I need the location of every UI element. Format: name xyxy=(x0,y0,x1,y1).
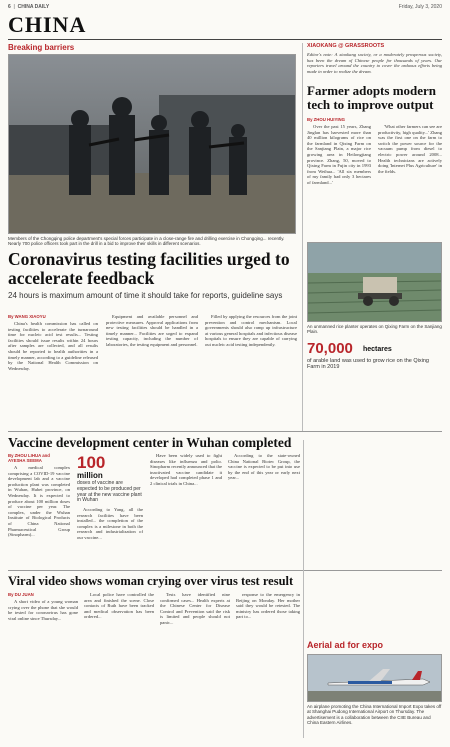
testing-deck: 24 hours is maximum amount of time it should take for reports, guideline says xyxy=(8,291,283,300)
airplane-photo xyxy=(307,654,442,702)
farmer-body-text-2: 'What other farmers can see are productivity, high quality...' Zhang was the first one on the farm to switch the power source for the vacuum pump from diesel to electric power around 2008... Health technicians are actively doing 'Internet Plus Agriculture' in the fields. xyxy=(378,124,442,174)
section-title: CHINA xyxy=(8,12,87,37)
farmer-byline: By ZHOU HUIYING xyxy=(307,117,345,122)
column-divider xyxy=(302,43,303,431)
testing-body-text-2: Equipment and available personnel and protective measures. Approval applications from new testing facilities should be handled in a timely manner... Facilities are urged to expand testing capacity, including the number of laboratories, the testing equipment and personnel. xyxy=(106,314,198,347)
testing-byline: By WANG XIAOYU xyxy=(8,314,46,319)
viral-body-col4 xyxy=(236,592,300,737)
xiaokang-section-label: XIAOKANG @ GRASSROOTS xyxy=(307,43,385,49)
viral-body-col3 xyxy=(160,592,230,737)
vaccine-body-col3 xyxy=(150,453,222,566)
testing-body-col2 xyxy=(106,314,198,427)
viral-body-text-4: response to the emergency in Beijing on Monday. Her mother said they would be retested. The ministry has ordered those taking part to... xyxy=(236,592,300,620)
masthead-rule xyxy=(8,39,442,40)
vaccine-body-text-4: According to the state-owned China National Biotec Group, the vaccine is expected to be put into use by the end of this year or early next year... xyxy=(228,453,300,481)
rice-planter-photo xyxy=(307,242,442,322)
vaccine-body-col2 xyxy=(77,507,143,566)
farmer-stat-label: of arable land was used to grow rice on the Qixing Farm in 2019 xyxy=(307,358,429,371)
police-drill-photo xyxy=(8,54,296,234)
vaccine-body-col1 xyxy=(8,465,70,566)
farmer-stat-unit: hectares xyxy=(363,346,392,353)
issue-date: Friday, July 3, 2020 xyxy=(398,4,442,10)
farmer-body-col1 xyxy=(307,124,371,238)
vaccine-body-text-1: A medical complex comprising a COVID-19 vaccine development lab and a vaccine production plant was completed in Wuhan, Hubei province, on Wednesday. It is expected to produce about 100 million doses of vaccine per year. The complex, under the Wuhan Institute of Biological Products of China National Pharmaceutical Group (Sinopharm)... xyxy=(8,465,70,538)
farmer-stat-value: 70,000 xyxy=(307,340,353,357)
viral-headline: Viral video shows woman crying over virus test result xyxy=(8,574,294,588)
viral-byline: By DU JUAN xyxy=(8,592,34,597)
testing-body-col1 xyxy=(8,321,98,427)
viral-body-col1 xyxy=(8,599,78,737)
vaccine-headline: Vaccine development center in Wuhan completed xyxy=(8,435,292,450)
farmer-body-col2 xyxy=(378,124,442,238)
testing-headline: Coronavirus testing facilities urged to accelerate feedback xyxy=(8,249,290,288)
breaking-label: Breaking barriers xyxy=(8,43,75,52)
rice-photo-caption: An unmanned rice planter operates on Qixing Farm on the Sanjiang Plain. xyxy=(307,324,442,334)
viral-body-text-2: Local police have controlled the area and finished the scene. Close contacts of Ruth have been tracked and medical observation has been ordered... xyxy=(84,592,154,620)
page-header-bar xyxy=(8,4,442,12)
section-divider-2 xyxy=(8,570,442,571)
testing-body-col3 xyxy=(205,314,297,427)
vaccine-stat-unit: million xyxy=(77,471,103,480)
farmer-body-text-1: Over the past 15 years, Zhang Jinglan has harvested more than 40 million kilograms of rice on the farmland in Qixing Farm on the Sanjiang Plain, a major rice growing area in Heilongjiang province. Zhang, 50, moved to Qixing Farm in Fujin city in 1993 from Weihua... 'All six members of my family had only 3 hectares of farmland...' xyxy=(307,124,371,185)
section-divider-1 xyxy=(8,431,442,432)
vaccine-byline: By ZHOU LIHUA and AYESHA SEEMA xyxy=(8,453,50,463)
vaccine-stat-value: 100 xyxy=(77,453,106,472)
editor-note: Editor's note: A xiaokang society, or a moderately prosperous society, has been the dream of Chinese people for thousands of years. Our reporters travel around the country to cover the arduous efforts being made in order to realize the dream. xyxy=(307,52,442,74)
viral-body-col2 xyxy=(84,592,154,737)
viral-body-text-3: Tests have identified nine confirmed cases... Health experts at the Chinese Center for Disease Control and Prevention said the risk is limited and people should not panic... xyxy=(160,592,230,625)
vaccine-stat-label: doses of vaccine are expected to be produced per year at the new vaccine plant in Wuhan xyxy=(77,480,142,504)
aerial-caption: An airplane promoting the China International Import Expo takes off at Shanghai Pudong International Airport on Thursday. The advertisement is a collaboration between the CIIE Bureau and China Eastern Airlines. xyxy=(307,704,442,726)
vaccine-body-text-3: Have been widely used to fight diseases like influenza and polio. Sinopharm recently announced that the inactivated vaccine candidate it developed had completed phase 1 and 2 clinical trials in China... xyxy=(150,453,222,486)
vaccine-body-text-2: According to Yang, all the research facilities have been installed... the completion of the complex is a milestone in both the research and industrialization of our vaccine... xyxy=(77,507,143,540)
farmer-headline: Farmer adopts modern tech to improve output xyxy=(307,83,437,112)
testing-body-text-1: China's health commission has called on testing facilities to accelerate the turnaround time for nucleic acid test results... Testing facilities should issue results within 24 hours after samples are collected, and all results should be reported to health authorities in a timely manner, according to a guideline released by the National Health Commission on Wednesday. xyxy=(8,321,98,371)
page-number: 6 xyxy=(8,4,11,10)
breaking-photo-caption: Members of the Chongqing police department's special forces participate in a close-range fire and drilling exercise in Chongqing... recently. Nearly 700 police officers took part in the drill in a bid to improve their skills in different scenarios. xyxy=(8,236,285,247)
column-divider-lower xyxy=(303,440,304,738)
testing-body-text-3: Filled by applying the resources from the joint prevention and control mechanism. Local governments should also ramp up infrastructure at various general hospitals and infectious disease hospitals to ensure they are capable of carrying out nucleic acid testing independently. xyxy=(205,314,297,347)
page-number-and-paper: 6 | CHINA DAILY xyxy=(8,4,50,10)
newspaper-name: CHINA DAILY xyxy=(17,4,50,10)
viral-body-text-1: A short video of a young woman crying over the phone that she would be tested for coronavirus has gone viral online since Thursday... xyxy=(8,599,78,621)
aerial-label: Aerial ad for expo xyxy=(307,640,384,650)
vaccine-body-col4 xyxy=(228,453,300,566)
